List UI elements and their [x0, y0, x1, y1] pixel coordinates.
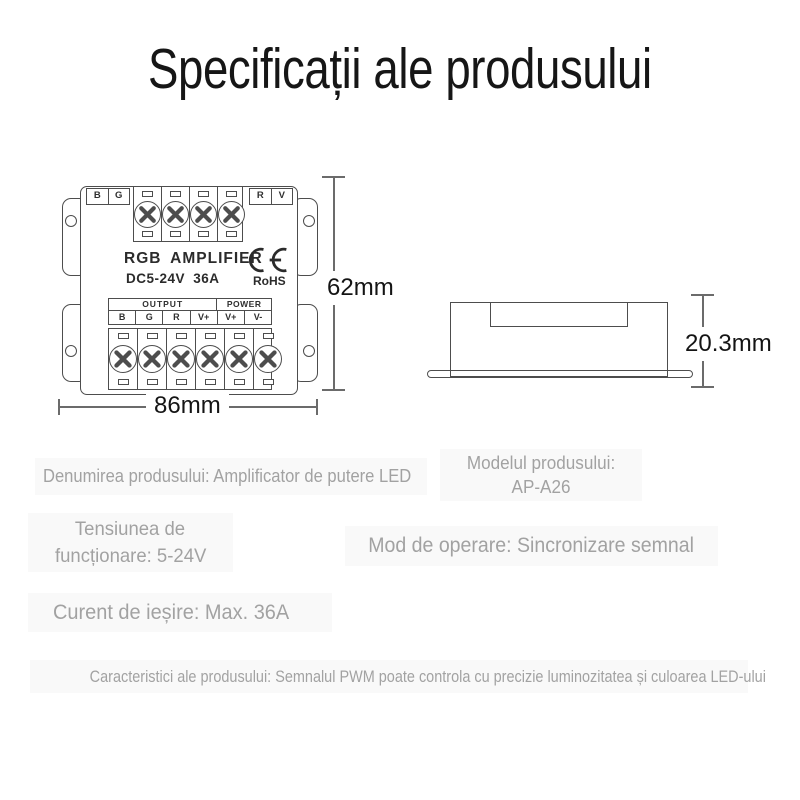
- screw-icon: [190, 201, 217, 228]
- spec-voltage-line2: funcționare: 5-24V: [54, 545, 207, 567]
- spec-model-value: AP-A26: [511, 477, 571, 497]
- terminal-label: R: [162, 311, 189, 324]
- corner-label-g: G: [108, 189, 130, 204]
- screw-icon: [134, 201, 161, 228]
- corner-box-bg: [86, 188, 130, 205]
- side-baseplate: [427, 370, 693, 378]
- dim-tick: [322, 389, 345, 391]
- terminal-cell: [195, 329, 224, 389]
- top-terminal-block: [133, 186, 243, 242]
- terminal-label-table: [108, 298, 272, 325]
- spec-voltage: [28, 513, 233, 572]
- terminal-label: G: [135, 311, 162, 324]
- screw-icon: [196, 345, 224, 373]
- screw-icon: [109, 345, 137, 373]
- screw-icon: [162, 201, 189, 228]
- bottom-terminal-block: [108, 328, 272, 390]
- terminal-tab: [198, 191, 209, 197]
- product-rating-print: DC5-24V 36A: [126, 271, 220, 286]
- terminal-cell: [166, 329, 195, 389]
- page-title-text: Specificații ale produsului: [148, 37, 652, 101]
- spec-product-name-text: Denumirea produsului: Amplificator de putere LED: [43, 466, 412, 486]
- terminal-table-cells-row: [109, 311, 271, 324]
- terminal-label: V+: [190, 311, 217, 324]
- terminal-cell: [253, 329, 282, 389]
- spec-model-label: Modelul produsului:: [466, 453, 616, 473]
- terminal-cell: [109, 329, 137, 389]
- mount-hole-bottom-right: [303, 345, 315, 357]
- power-header: POWER: [226, 299, 262, 309]
- mount-hole-bottom-left: [65, 345, 77, 357]
- terminal-tab: [234, 333, 245, 339]
- spec-output-current-text: Curent de ieșire: Max. 36A: [53, 601, 290, 624]
- terminal-tab: [118, 333, 129, 339]
- terminal-table-header-row: [109, 299, 271, 311]
- terminal-label: V+: [217, 311, 244, 324]
- terminal-tab: [234, 379, 245, 385]
- terminal-label: B: [118, 312, 126, 322]
- terminal-cell: [137, 329, 166, 389]
- terminal-tab: [205, 379, 216, 385]
- terminal-tab: [170, 191, 181, 197]
- spec-features: [30, 660, 766, 693]
- side-terminal-block: [490, 302, 628, 327]
- terminal-cell: [189, 187, 217, 241]
- terminal-tab: [118, 379, 129, 385]
- screw-icon: [138, 345, 166, 373]
- dim-width-label: 86mm: [146, 392, 229, 420]
- ce-mark-icon: [245, 246, 289, 274]
- page-title: [0, 36, 800, 102]
- mount-hole-top-left: [65, 215, 77, 227]
- terminal-cell: [217, 187, 245, 241]
- output-header: OUTPUT: [109, 299, 217, 310]
- terminal-tab: [170, 231, 181, 237]
- spec-output-current: [28, 593, 332, 632]
- terminal-tab: [263, 333, 274, 339]
- screw-icon: [167, 345, 195, 373]
- dim-height-label: 62mm: [325, 271, 396, 305]
- spec-features-text: Caracteristici ale produsului: Semnalul PWM poate controla cu precizie luminozitatea și culoarea LED-ului: [89, 667, 766, 686]
- spec-model: [440, 449, 642, 501]
- dim-tick: [691, 294, 714, 296]
- terminal-tab: [147, 379, 158, 385]
- dim-tick: [316, 399, 318, 415]
- terminal-tab: [226, 191, 237, 197]
- terminal-cell: [161, 187, 189, 241]
- corner-label-r: R: [256, 190, 264, 201]
- spec-operating-mode-text: Mod de operare: Sincronizare semnal: [368, 534, 695, 557]
- spec-product-name: [35, 458, 427, 495]
- terminal-tab: [142, 191, 153, 197]
- terminal-cell: [224, 329, 253, 389]
- terminal-label: V-: [244, 311, 271, 324]
- spec-operating-mode: [345, 526, 718, 566]
- terminal-tab: [226, 231, 237, 237]
- corner-label-b: B: [93, 190, 101, 201]
- screw-icon: [254, 345, 282, 373]
- product-name-print: RGB AMPLIFIER: [124, 250, 263, 267]
- rohs-label: RoHS: [253, 274, 286, 288]
- terminal-tab: [176, 379, 187, 385]
- corner-label-v: V: [271, 189, 293, 204]
- terminal-cell: [134, 187, 161, 241]
- terminal-tab: [198, 231, 209, 237]
- mount-hole-top-right: [303, 215, 315, 227]
- spec-voltage-line1: Tensiunea de: [75, 518, 186, 540]
- corner-box-rv: [249, 188, 293, 205]
- screw-icon: [218, 201, 245, 228]
- terminal-tab: [263, 379, 274, 385]
- terminal-tab: [205, 333, 216, 339]
- dim-tick: [322, 176, 345, 178]
- terminal-tab: [176, 333, 187, 339]
- dim-depth-label: 20.3mm: [683, 327, 774, 361]
- dim-tick: [58, 399, 60, 415]
- dim-tick: [691, 386, 714, 388]
- terminal-tab: [142, 231, 153, 237]
- terminal-tab: [147, 333, 158, 339]
- screw-icon: [225, 345, 253, 373]
